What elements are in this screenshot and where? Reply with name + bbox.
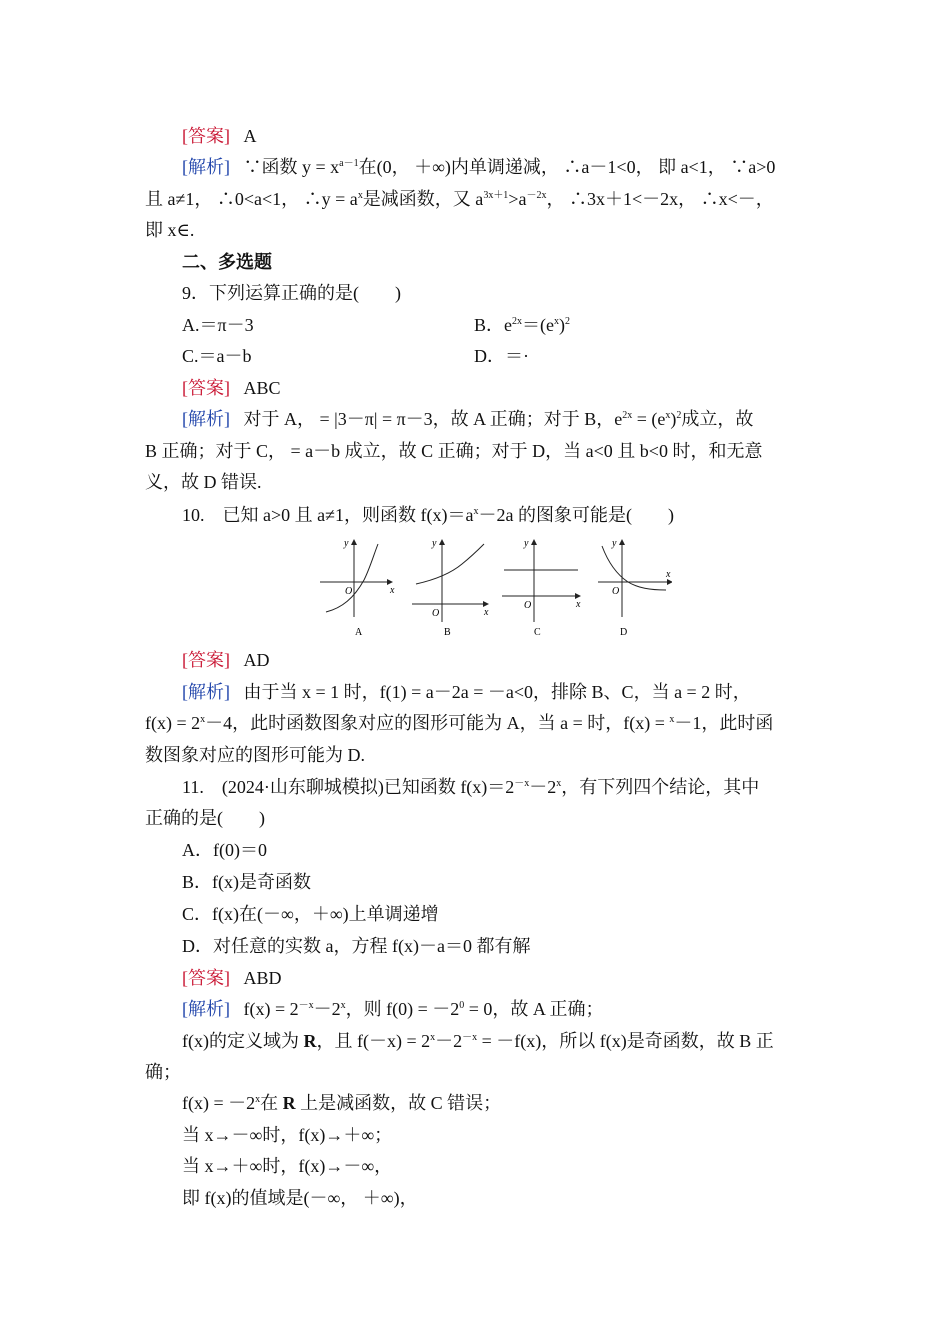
q9-options-row-1 bbox=[182, 313, 847, 337]
explain-tag: [解析] bbox=[182, 409, 230, 429]
explain-tag: [解析] bbox=[182, 682, 230, 702]
y-axis-label: y bbox=[524, 538, 529, 549]
superscript: x bbox=[473, 506, 479, 517]
text: ) bbox=[558, 315, 565, 335]
y-axis-label: y bbox=[432, 538, 437, 549]
q10-graph-figure bbox=[312, 532, 672, 642]
q9-option-a: A.＝π－3 bbox=[182, 315, 254, 335]
superscript: －x bbox=[462, 1032, 478, 1043]
text: －4，此时函数图象对应的图形可能为 A，当 a = 时，f(x) = bbox=[205, 713, 670, 733]
superscript: x bbox=[340, 1000, 346, 1011]
text: ) bbox=[670, 409, 677, 429]
superscript: －2x bbox=[526, 190, 547, 201]
text: ＝(e bbox=[522, 315, 554, 335]
q8-answer-line bbox=[182, 124, 847, 148]
q9-explain-line-2: B 正确；对于 C， = a－b 成立，故 C 正确；对于 D，当 a<0 且 b<0 时，和无意 bbox=[145, 441, 763, 461]
q9-explain-line-1 bbox=[182, 407, 847, 431]
answer-tag: [答案] bbox=[182, 378, 230, 398]
graph-svg bbox=[312, 532, 672, 642]
text: f(x) = －2 bbox=[182, 1093, 256, 1113]
q11-option-c: C．f(x)在(－∞，＋∞)上单调递增 bbox=[182, 904, 439, 924]
q11-explain-line-6: 当 x→＋∞时，f(x)→－∞， bbox=[182, 1156, 393, 1176]
text: －2 bbox=[529, 777, 557, 797]
q9-options-row-2 bbox=[182, 344, 847, 368]
q10-explain-line-3: 数图象对应的图形可能为 D. bbox=[145, 745, 365, 765]
q11-explain-line-7: 即 f(x)的值域是(－∞， ＋∞)， bbox=[182, 1188, 418, 1208]
text: f(x)的定义域为 bbox=[182, 1031, 304, 1051]
q9-stem: 9．下列运算正确的是( ) bbox=[182, 283, 401, 303]
superscript: x bbox=[255, 1094, 261, 1105]
text: ，则 f(0) = －2 bbox=[345, 999, 460, 1019]
q11-option-d: D．对任意的实数 a，方程 f(x)－a＝0 都有解 bbox=[182, 936, 531, 956]
q11-option-a: A．f(0)＝0 bbox=[182, 840, 267, 860]
graph-label-d: D bbox=[620, 627, 628, 638]
superscript: 0 bbox=[459, 1000, 465, 1011]
x-axis-label: x bbox=[666, 569, 671, 580]
text: ，且 f(－x) = 2 bbox=[316, 1031, 431, 1051]
text: ∵函数 y = x bbox=[243, 157, 340, 177]
text: f(x) = 2 bbox=[145, 713, 201, 733]
text: = 0，故 A 正确； bbox=[464, 999, 604, 1019]
text: B．e bbox=[474, 315, 512, 335]
q11-answer-line bbox=[182, 966, 847, 990]
x-axis-label: x bbox=[390, 585, 395, 596]
text: 10. 已知 a>0 且 a≠1，则函数 f(x)＝a bbox=[182, 505, 474, 525]
text: －2a 的图象可能是( ) bbox=[478, 505, 674, 525]
real-set-symbol: R bbox=[303, 1031, 317, 1051]
superscript: －x bbox=[514, 778, 530, 789]
text: 在(0， ＋∞)内单调递减， ∴a－1<0， 即 a<1， ∵a>0 bbox=[358, 157, 776, 177]
graph-label-c: C bbox=[534, 627, 541, 638]
q11-explain-line-1 bbox=[182, 997, 847, 1021]
graph-b bbox=[412, 538, 489, 638]
origin-label: O bbox=[345, 586, 353, 597]
text: 对于 A， = |3－π| = π－3，故 A 正确；对于 B，e bbox=[243, 409, 623, 429]
origin-label: O bbox=[524, 600, 532, 611]
text: 上是减函数，故 C 错误； bbox=[295, 1093, 502, 1113]
q9-option-c: C.＝a－b bbox=[182, 346, 252, 366]
q8-explain-line-3: 即 x∈. bbox=[145, 220, 195, 240]
q11-explain-line-3: 确； bbox=[145, 1062, 181, 1082]
graph-c bbox=[502, 538, 581, 638]
superscript: x bbox=[669, 714, 675, 725]
q11-explain-line-2 bbox=[182, 1029, 847, 1053]
graph-label-a: A bbox=[355, 627, 363, 638]
q9-answer-line bbox=[182, 376, 847, 400]
graph-d bbox=[598, 538, 672, 638]
x-axis-label: x bbox=[576, 599, 581, 610]
superscript: 2 bbox=[676, 410, 682, 421]
superscript: 2x bbox=[622, 410, 633, 421]
text: －2 bbox=[435, 1031, 463, 1051]
q11-option-b: B．f(x)是奇函数 bbox=[182, 872, 311, 892]
q9-option-d: D．＝· bbox=[474, 346, 529, 366]
text: ， ∴3x＋1<－2x， ∴x<－， bbox=[546, 189, 774, 209]
superscript: x bbox=[357, 190, 363, 201]
text: = －f(x)，所以 f(x)是奇函数，故 B 正 bbox=[477, 1031, 774, 1051]
q11-explain-line-4 bbox=[182, 1091, 847, 1115]
explain-tag: [解析] bbox=[182, 157, 230, 177]
explain-tag: [解析] bbox=[182, 999, 230, 1019]
section-title: 二、多选题 bbox=[182, 252, 272, 272]
q11-stem-line-2: 正确的是( ) bbox=[145, 808, 265, 828]
text: 且 a≠1， ∴0<a<1， ∴y = a bbox=[145, 189, 358, 209]
answer-tag: [答案] bbox=[182, 968, 230, 988]
answer-value: AD bbox=[243, 650, 270, 670]
q11-explain-line-5: 当 x→－∞时，f(x)→＋∞； bbox=[182, 1125, 393, 1145]
q10-stem bbox=[182, 503, 847, 527]
answer-value: ABD bbox=[243, 968, 282, 988]
text: 成立，故 bbox=[681, 409, 754, 429]
superscript: x bbox=[553, 316, 559, 327]
q10-explain-line-1 bbox=[182, 680, 847, 704]
superscript: x bbox=[200, 714, 206, 725]
answer-tag: [答案] bbox=[182, 126, 230, 146]
y-axis-label: y bbox=[612, 538, 617, 549]
origin-label: O bbox=[432, 608, 440, 619]
text: 在 bbox=[260, 1093, 283, 1113]
origin-label: O bbox=[612, 586, 620, 597]
answer-tag: [答案] bbox=[182, 650, 230, 670]
superscript: a－1 bbox=[339, 158, 359, 169]
superscript: 2 bbox=[564, 316, 570, 327]
text: 是减函数，又 a bbox=[362, 189, 484, 209]
graph-label-b: B bbox=[444, 627, 451, 638]
q9-option-b bbox=[474, 313, 570, 337]
real-set-symbol: R bbox=[282, 1093, 296, 1113]
y-axis-label: y bbox=[344, 538, 349, 549]
q9-explain-line-3: 义，故 D 错误. bbox=[145, 472, 262, 492]
text: ，有下列四个结论，其中 bbox=[561, 777, 760, 797]
superscript: x bbox=[556, 778, 562, 789]
superscript: －x bbox=[298, 1000, 314, 1011]
text: －2 bbox=[313, 999, 341, 1019]
text: －1，此时函 bbox=[674, 713, 774, 733]
superscript: x bbox=[665, 410, 671, 421]
superscript: x bbox=[430, 1032, 436, 1043]
text: 由于当 x = 1 时，f(1) = a－2a = －a<0，排除 B、C，当 a = 2 时， bbox=[243, 682, 751, 702]
text: 11. (2024·山东聊城模拟)已知函数 f(x)＝2 bbox=[182, 777, 515, 797]
q8-explain-line-1 bbox=[182, 155, 847, 179]
superscript: 2x bbox=[512, 316, 522, 327]
text: >a bbox=[508, 189, 527, 209]
answer-value: A bbox=[243, 126, 257, 146]
q8-explain-line-2 bbox=[145, 187, 810, 211]
text: f(x) = 2 bbox=[243, 999, 299, 1019]
q10-explain-line-2 bbox=[145, 711, 810, 735]
graph-a bbox=[320, 538, 395, 638]
q10-answer-line bbox=[182, 648, 847, 672]
superscript: 3x＋1 bbox=[483, 190, 509, 201]
text: = (e bbox=[632, 409, 666, 429]
x-axis-label: x bbox=[484, 607, 489, 618]
q11-stem bbox=[182, 775, 847, 799]
answer-value: ABC bbox=[243, 378, 281, 398]
